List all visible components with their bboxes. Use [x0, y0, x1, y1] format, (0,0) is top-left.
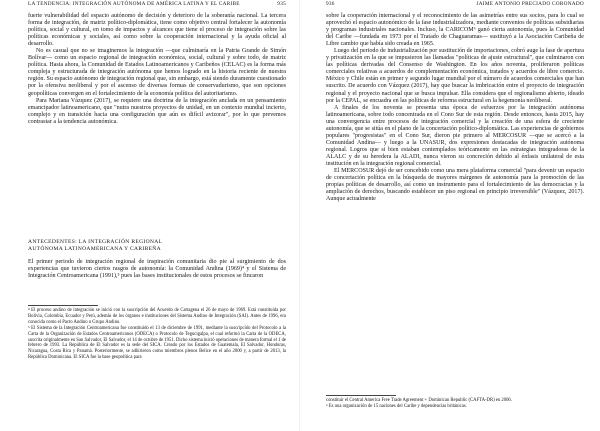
paragraph: A finales de los noventa se presenta una época de esfuerzos por la integración autónoma latinoamericana, sobre todo concentrada en el Cono Sur de esta región. Desde entonces, hasta 2015, hay una convergencia entre procesos de integración comercial y la creación de una esfera de creciente autonomía, que se sitúa en el plano de la concertación político-diplomática. Las experiencias de gobiernos populares "progresistas" en el Cono Sur, dieron pie primero al MERCOSUR —que se acercó a la Comunidad Andina— y luego a la UNASUR, dos expresiones destacadas de integración autónoma regional. Logros que si bien estaban contemplados teóricamente en las estrategias integradoras de la ALALC y de su heredera la ALADI, nunca vieron su concreción debido al énfasis unilateral de esta institución en la integración regional comercial.	[326, 104, 584, 167]
paragraph: Para Mariana Vázquez (2017), se requiere una doctrina de la integración anclada en un pensamiento emancipador latinoamericano, que "nutra nuestros proyectos de unidad, en un contexto mundial incierto, complejo y en transición hacia una configuración que aún es difícil avizorar", por lo que prevemos contrastar a la tendencia autonómica.	[28, 97, 286, 125]
body-text	[28, 13, 286, 126]
footnote-rule	[28, 305, 98, 306]
paragraph: sobre la cooperación internacional y el reconocimiento de las asimetrías entre sus socios, para lo cual se aprovechó el espacio autonómico de la fase industrializadora, mediante convenios de políticas subsidiarias y programas industriales nacionales. Incluso, la CARICOM⁶ ganó cierta autonomía, pues la Comunidad del Caribe —fundada en 1973 por el Tratado de Chaguaramas— sustituyó a la Asociación Caribeña de Libre cambio que había sido creada en 1965.	[326, 13, 584, 48]
footnotes	[326, 398, 584, 410]
section-heading: ANTECEDENTES: LA INTEGRACIÓN REGIONAL	[28, 239, 163, 245]
footnote: ⁴ El proceso andino de integración se inició con la suscripción del Acuerdo de Cartagena el 26 de mayo de 1969. Está constituida por Bolivia, Colombia, Ecuador y Perú, además de los órganos e instituciones del Sistema Andino de Integración (SAI). Antes de 1996, era conocida como el Pacto Andino o Grupo Andino.	[28, 308, 286, 325]
right-page	[326, 0, 584, 431]
section	[28, 239, 286, 280]
body-text	[326, 13, 584, 203]
running-head-title: JAIME ANTONIO PRECIADO CORONADO	[476, 1, 584, 7]
running-head	[28, 1, 286, 8]
footnotes	[28, 308, 286, 361]
footnote: ⁶ Es una organización de 15 naciones del Caribe y dependencias británicas.	[326, 403, 467, 409]
paragraph: No es casual que no se imaginemos la integración —que culminaría en la Patria Grande de Simón Bolívar— como un espacio regional de integración económica, social, cultural y sobre todo, de matriz política. Hasta ahora, la Comunidad de Estados Latinoamericanos y Caribeños (CELAC) es la forma más compleja y estructurada de integración autónoma que hemos logrado en la historia reciente de nuestra región. Su espacio autónomo de integración regional que, sin embargo, está siendo duramente cuestionado por la ofensiva neoliberal y por el ascenso de diversas formas de conservadurismo, que son opciones geopolíticas convergen en el fortalecimiento de la economía política del autoritarismo.	[28, 48, 286, 97]
footnote-rule	[326, 395, 396, 396]
footnote: ⁵ El Sistema de la Integración Centroamericana fue constituido el 13 de diciembre de 1991, mediante la suscripción del Protocolo a la Carta de la Organización de Estados Centroamericanos (ODECA) o Protocolo de Tegucigalpa, el cual reformó la Carta de la ODECA, suscrita originalmente en San Salvador, El Salvador, el 14 de octubre de 1951. Dicho sistema inició operaciones de manera formal el 1 de febrero de 1993. La República de El Salvador es la sede del SICA. Creado por los Estados de Guatemala, El Salvador, Honduras, Nicaragua, Costa Rica y Panamá. Posteriormente, se adhirieron como miembros plenos Belice en el año 2000 y, a partir de 2013, la República Dominicana. El SICA fue la base geopolítica para	[28, 325, 287, 361]
left-page	[28, 0, 286, 431]
footnote: constituir el Central America Free Trade Agreement + Dominican Republic (CAFTA-DR) en 2006.	[326, 398, 512, 403]
running-head	[326, 1, 584, 8]
section-heading: AUTÓNOMA LATINOAMERICANA Y CARIBEÑA	[28, 246, 161, 252]
paragraph: El MERCOSUR dejó de ser concebido como una mera plataforma comercial "para devenir un espacio de concertación política en la búsqueda de mayores márgenes de autonomía para la promoción de las propias políticas de desarrollo, así como un instrumento para el fortalecimiento de las democracias y la ampliación de derechos, buscando establecer un piso regional en principio irreversible" (Vázquez, 2017). Aunque actualmente	[326, 168, 584, 203]
running-head-title: LA TENDENCIA: INTEGRACIÓN AUTÓNOMA DE AMÉRICA LATINA Y EL CARIBE	[28, 1, 240, 7]
page-number: 935	[277, 1, 286, 7]
paragraph: El primer periodo de integración regional de inspiración comunitaria dio pie al surgimiento de dos experiencias que tuvieron ciertos rasgos de autonomía: la Comunidad Andina (1969)⁴ y el Sistema de Integración Centroamericana (1991),⁵ pues las bases institucionales de estos procesos se fincaron	[28, 259, 286, 280]
gutter	[299, 0, 300, 431]
paragraph: Luego del periodo de industrialización por sustitución de importaciones, cobró auge la fase de apertura y privatización en la que se impusieron las llamadas "políticas de ajuste estructural", que culminaron con las políticas derivadas del Consenso de Washington. En los años noventa, proliferaron políticas comerciales relativas a acuerdos de complementación económica, tratados y acuerdos de libre comercio. México y Chile están en primer y segundo lugar mundial por el número de acuerdos comerciales que han suscrito. De acuerdo con Vázquez (2017), hay que buscar la imbricación entre el proyecto de integración regional y el proyecto nacional que se busca impulsar. Ella considera que el regionalismo abierto, ideado por la CEPAL, se encuadra en las políticas de reforma estructural en la hegemonía neoliberal.	[326, 48, 584, 104]
page-number: 936	[326, 1, 335, 7]
paragraph: fuerte vulnerabilidad del espacio autónomo de decisión y deterioro de la soberanía nacional. La tercera forma de integración, de matriz político-diplomática, tiene como objetivo central fortalecer la autonomía política, social y cultural, en tomo de impactos y alcances que tiene el proceso de integración sobre las políticas económicas y sociales, así como sobre la cooperación internacional y la ayuda oficial al desarrollo.	[28, 13, 286, 48]
